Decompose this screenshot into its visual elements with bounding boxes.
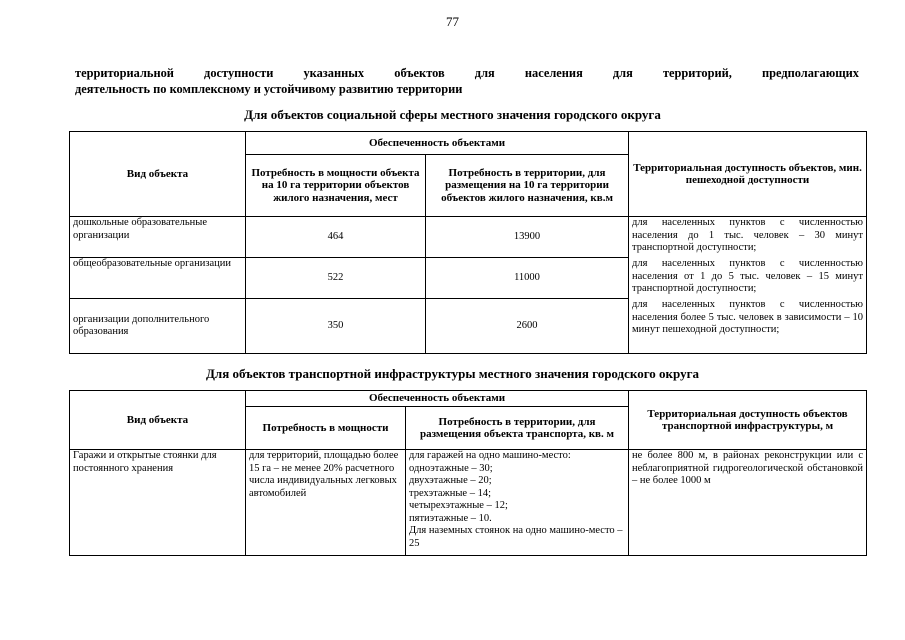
cell-capacity: для территорий, площадью более 15 га – не менее 20% расчетного числа индивидуальных легковых автомобилей xyxy=(246,450,406,556)
transport-section-title: Для объектов транспортной инфраструктуры местного значения городского округа xyxy=(205,366,699,381)
header-object-type: Вид объекта xyxy=(70,391,246,450)
territory-line: Для наземных стоянок на одно машино-место – 25 xyxy=(409,525,623,549)
accessibility-item: для населенных пунктов с численностью населения до 1 тыс. человек – 30 минут транспортной доступности; xyxy=(632,217,864,253)
territory-line: одноэтажные – 30; xyxy=(409,462,493,474)
cell-object: организации дополнительного образования xyxy=(70,299,246,354)
intro-line-1: территориальной доступности указанных объектов для населения для территорий, предполагающих xyxy=(75,66,859,80)
social-section-title: Для объектов социальной сферы местного значения городского округа xyxy=(244,107,661,122)
cell-territory: 11000 xyxy=(426,258,629,299)
cell-accessibility: не более 800 м, в районах реконструкции или с неблагоприятной гидрогеологической обстановкой – не более 1000 м xyxy=(629,450,867,556)
territory-line: трехэтажные – 14; xyxy=(409,487,491,499)
table-row xyxy=(70,450,867,556)
table-row xyxy=(70,217,867,258)
cell-accessibility xyxy=(629,217,867,354)
header-capacity: Потребность в мощности xyxy=(246,407,406,450)
table-header-row xyxy=(70,391,867,407)
cell-territory xyxy=(406,450,629,556)
intro-line-2: деятельность по комплексному и устойчивому развитию территории xyxy=(75,82,463,96)
header-provision: Обеспеченность объектами xyxy=(246,132,629,155)
transport-infrastructure-table xyxy=(69,390,867,556)
cell-capacity: 522 xyxy=(246,258,426,299)
cell-object: дошкольные образовательные организации xyxy=(70,217,246,258)
header-territory: Потребность в территории, для размещения объекта транспорта, кв. м xyxy=(406,407,629,450)
territory-line: двухэтажные – 20; xyxy=(409,475,492,486)
cell-territory: 2600 xyxy=(426,299,629,354)
intro-paragraph xyxy=(75,65,859,97)
cell-capacity: 350 xyxy=(246,299,426,354)
header-accessibility: Территориальная доступность объектов, мин. пешеходной доступности xyxy=(629,132,867,217)
accessibility-item: для населенных пунктов с численностью населения от 1 до 5 тыс. человек – 15 минут транспортной доступности; xyxy=(632,258,864,294)
cell-territory: 13900 xyxy=(426,217,629,258)
header-provision: Обеспеченность объектами xyxy=(246,391,629,407)
social-facilities-table xyxy=(69,131,867,354)
territory-line: пятиэтажные – 10. xyxy=(409,512,492,524)
header-territory: Потребность в территории, для размещения на 10 га территории объектов жилого назначения, кв.м xyxy=(426,155,629,217)
header-object-type: Вид объекта xyxy=(70,132,246,217)
table-header-row xyxy=(70,132,867,155)
page-number: 77 xyxy=(446,14,459,29)
cell-capacity: 464 xyxy=(246,217,426,258)
header-capacity: Потребность в мощности объекта на 10 га территории объектов жилого назначения, мест xyxy=(246,155,426,217)
accessibility-item: для населенных пунктов с численностью населения более 5 тыс. человек в зависимости – 10 минут пешеходной доступности; xyxy=(632,299,864,335)
cell-object: общеобразовательные организации xyxy=(70,258,246,299)
territory-line: для гаражей на одно машино-место: xyxy=(409,450,571,461)
territory-line: четырехэтажные – 12; xyxy=(409,500,508,511)
cell-object: Гаражи и открытые стоянки для постоянного хранения xyxy=(70,450,246,556)
header-accessibility: Территориальная доступность объектов транспортной инфраструктуры, м xyxy=(629,391,867,450)
